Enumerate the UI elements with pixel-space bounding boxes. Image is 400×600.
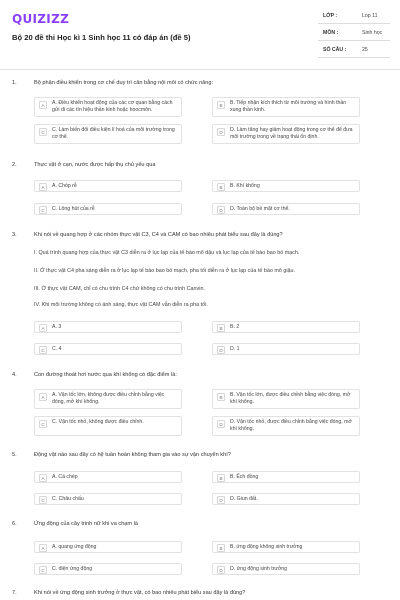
meta-value: Sinh học <box>362 30 383 36</box>
option-b[interactable] <box>212 321 360 333</box>
option-c[interactable] <box>34 416 182 436</box>
option-text: A. Điều khiển hoạt động của các cơ quan bằng cách gửi đi các tín hiệu thần kinh hoặc hoocmôn. <box>52 100 173 113</box>
option-letter: C <box>39 496 47 504</box>
option-b[interactable] <box>212 541 360 553</box>
statement: II. Ở thực vật C4 pha sáng diễn ra ở lục lạp tế bào bao bó mạch, pha tối diễn ra ở lục lạp của tế bào mô giậu. <box>34 268 296 274</box>
option-text: A. quang ứng động <box>52 544 97 550</box>
option-c[interactable] <box>34 493 182 505</box>
option-letter: B <box>217 393 225 401</box>
meta-value: 25 <box>362 47 368 53</box>
option-text: B. ứng động không sinh trưởng <box>230 544 303 550</box>
question-number: 4. <box>12 372 17 378</box>
option-b[interactable] <box>212 180 360 192</box>
option-c[interactable] <box>34 203 182 215</box>
option-d[interactable] <box>212 203 360 215</box>
question-number: 3. <box>12 232 17 238</box>
option-text: A. Chóp rễ <box>52 183 77 189</box>
option-text: B. Khí khổng <box>230 183 260 189</box>
question-text: Ứng động của cây trinh nữ khi va chạm là <box>34 521 138 527</box>
question-text: Động vật nào sau đây có hệ tuần hoàn không tham gia vào sự vận chuyển khí? <box>34 452 231 458</box>
header <box>0 0 400 70</box>
option-c[interactable] <box>34 124 182 144</box>
page-title: Bộ 20 đề thi Học kì 1 Sinh học 11 có đáp án (đề 5) <box>12 33 191 42</box>
meta-label: SỐ CÂU : <box>323 47 347 53</box>
option-text: C. 4 <box>52 346 62 352</box>
option-d[interactable] <box>212 563 360 575</box>
option-b[interactable] <box>212 97 360 117</box>
option-letter: A <box>39 393 47 401</box>
question-text: Con đường thoát hơi nước qua khí khổng có đặc điểm là: <box>34 372 177 378</box>
option-letter: A <box>39 544 47 552</box>
option-text: C. Làm biến đổi điều kiện lí hoá của môi trường trong cơ thể. <box>52 127 175 140</box>
meta-box <box>318 10 390 58</box>
statement: I. Quá trình quang hợp của thực vật C3 diễn ra ở lục lạp của tế bào mô dậu và lục lạp của tế bào bao bó mạch. <box>34 250 300 256</box>
option-b[interactable] <box>212 471 360 483</box>
option-letter: B <box>217 544 225 552</box>
quizizz-logo: QUIZIZZ <box>12 12 70 26</box>
option-text: D. Giun đất. <box>230 496 258 502</box>
option-text: C. Châu chấu <box>52 496 84 502</box>
option-d[interactable] <box>212 124 360 144</box>
option-d[interactable] <box>212 343 360 355</box>
option-letter: C <box>39 128 47 136</box>
meta-row-count <box>318 44 390 58</box>
option-letter: B <box>217 101 225 109</box>
statement: IV. Khi môi trường không có ánh sáng, thực vật CAM vẫn diễn ra pha tối. <box>34 302 208 308</box>
header-divider <box>0 69 400 70</box>
option-letter: C <box>39 346 47 354</box>
option-a[interactable] <box>34 471 182 483</box>
option-letter: D <box>217 420 225 428</box>
option-letter: B <box>217 324 225 332</box>
meta-row-subject <box>318 27 390 41</box>
option-letter: D <box>217 566 225 574</box>
option-a[interactable] <box>34 321 182 333</box>
option-c[interactable] <box>34 343 182 355</box>
question-text: Bộ phận điều khiển trong cơ chế duy trì cân bằng nội môi có chức năng: <box>34 80 214 86</box>
option-text: B. Vận tốc lớn, được điều chỉnh bằng việc đóng, mở khí khổng. <box>230 392 351 405</box>
meta-label: LỚP : <box>323 13 338 19</box>
option-letter: C <box>39 420 47 428</box>
question-number: 7. <box>12 590 17 596</box>
question-number: 6. <box>12 521 17 527</box>
option-text: B. 2 <box>230 324 240 330</box>
option-letter: A <box>39 474 47 482</box>
option-letter: A <box>39 324 47 332</box>
option-letter: B <box>217 183 225 191</box>
option-letter: D <box>217 206 225 214</box>
question-text: Thực vật ở cạn, nước được hấp thụ chủ yếu qua <box>34 162 156 168</box>
meta-label: MÔN : <box>323 30 339 36</box>
option-b[interactable] <box>212 389 360 409</box>
option-text: C. điện ứng động <box>52 566 93 572</box>
option-text: D. 1 <box>230 346 240 352</box>
option-letter: D <box>217 128 225 136</box>
option-text: D. Làm tăng hay giảm hoạt động trong cơ thể để đưa môi trường trong về trạng thái ổn định. <box>230 127 353 140</box>
option-a[interactable] <box>34 180 182 192</box>
option-letter: D <box>217 496 225 504</box>
option-letter: B <box>217 474 225 482</box>
option-text: D. Vận tốc nhỏ, được điều chỉnh bằng việc đóng, mở khí khổng. <box>230 419 352 432</box>
option-letter: A <box>39 101 47 109</box>
meta-value: Lop 11 <box>362 13 378 19</box>
option-a[interactable] <box>34 389 182 409</box>
option-text: A. Vận tốc lớn, không được điều chỉnh bằng việc đóng, mở khí khổng. <box>52 392 165 405</box>
option-letter: C <box>39 206 47 214</box>
question-text: Khi nói về quang hợp ở các nhóm thực vật C3, C4 và CAM có bao nhiêu phát biểu sau đây là đúng? <box>34 232 283 238</box>
question-text: Khi nói về ứng động sinh trưởng ở thực vật, có bao nhiêu phát biểu sau đây là đúng? <box>34 590 246 596</box>
option-c[interactable] <box>34 563 182 575</box>
option-text: B. Ếch đồng <box>230 474 259 480</box>
option-text: B. Tiếp nhận kích thích từ môi trường và hình thần xung thần kinh. <box>230 100 347 113</box>
option-a[interactable] <box>34 97 182 117</box>
option-text: A. 3 <box>52 324 62 330</box>
question-number: 1. <box>12 80 17 86</box>
option-text: D. ứng động sinh trưởng <box>230 566 288 572</box>
option-text: C. Lông hút của rễ <box>52 206 95 212</box>
option-text: C. Vận tốc nhỏ, không được điều chỉnh. <box>52 419 144 425</box>
question-number: 5. <box>12 452 17 458</box>
option-d[interactable] <box>212 416 360 436</box>
question-number: 2. <box>12 162 17 168</box>
option-letter: A <box>39 183 47 191</box>
option-d[interactable] <box>212 493 360 505</box>
option-a[interactable] <box>34 541 182 553</box>
statement: III. Ở thực vật CAM, chỉ có chu trình C4 chứ không có chu trình Canvin. <box>34 286 205 292</box>
option-text: A. Cá chép <box>52 474 78 480</box>
meta-row-class <box>318 10 390 24</box>
option-text: D. Toàn bộ bề mặt cơ thể. <box>230 206 290 212</box>
option-letter: D <box>217 346 225 354</box>
option-letter: C <box>39 566 47 574</box>
